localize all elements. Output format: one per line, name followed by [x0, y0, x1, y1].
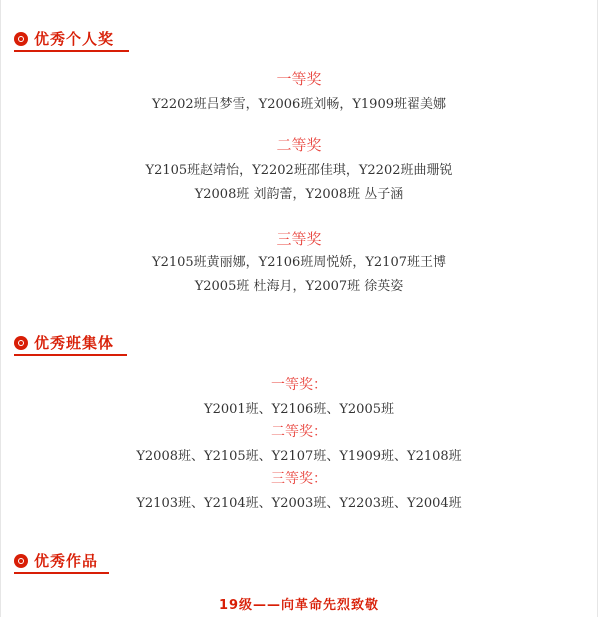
works-item-title[interactable]: 19级——向革命先烈致敬 — [218, 598, 380, 613]
individual-second-prize-winners-2: Y2008班 刘韵蕾，Y2008班 丛子涵 — [194, 187, 404, 202]
individual-third-prize-label: 三等奖 — [276, 230, 322, 248]
section-title-class: 优秀班集体 — [34, 334, 115, 352]
section-header-individual — [14, 28, 114, 49]
individual-first-prize-label: 一等奖 — [276, 70, 322, 88]
target-bullet-icon — [14, 554, 28, 568]
section-header-works — [14, 550, 98, 571]
class-first-prize-label: 一等奖： — [271, 377, 327, 393]
section-underline-works — [14, 572, 109, 574]
target-bullet-icon — [14, 336, 28, 350]
section-title-individual: 优秀个人奖 — [34, 30, 115, 48]
individual-third-prize-winners-1: Y2105班黄丽娜，Y2106班周悦娇，Y2107班王博 — [152, 255, 446, 270]
class-second-prize-winners: Y2008班、Y2105班、Y2107班、Y1909班、Y2108班 — [136, 449, 462, 464]
target-bullet-icon — [14, 32, 28, 46]
class-third-prize-winners: Y2103班、Y2104班、Y2003班、Y2203班、Y2004班 — [136, 496, 462, 511]
class-third-prize-label: 三等奖： — [271, 471, 327, 487]
class-first-prize-winners: Y2001班、Y2106班、Y2005班 — [204, 402, 394, 417]
section-header-class — [14, 332, 114, 353]
individual-third-prize-winners-2: Y2005班 杜海月，Y2007班 徐英姿 — [194, 279, 404, 294]
section-underline-class — [14, 354, 127, 356]
individual-second-prize-label: 二等奖 — [276, 136, 322, 154]
section-title-works: 优秀作品 — [34, 552, 99, 570]
individual-second-prize-winners-1: Y2105班赵靖怡，Y2202班邵佳琪，Y2202班曲珊锐 — [145, 163, 453, 178]
class-second-prize-label: 二等奖： — [271, 424, 327, 440]
section-underline-individual — [14, 50, 129, 52]
individual-first-prize-winners: Y2202班吕梦雪，Y2006班刘畅，Y1909班翟美娜 — [152, 97, 446, 112]
